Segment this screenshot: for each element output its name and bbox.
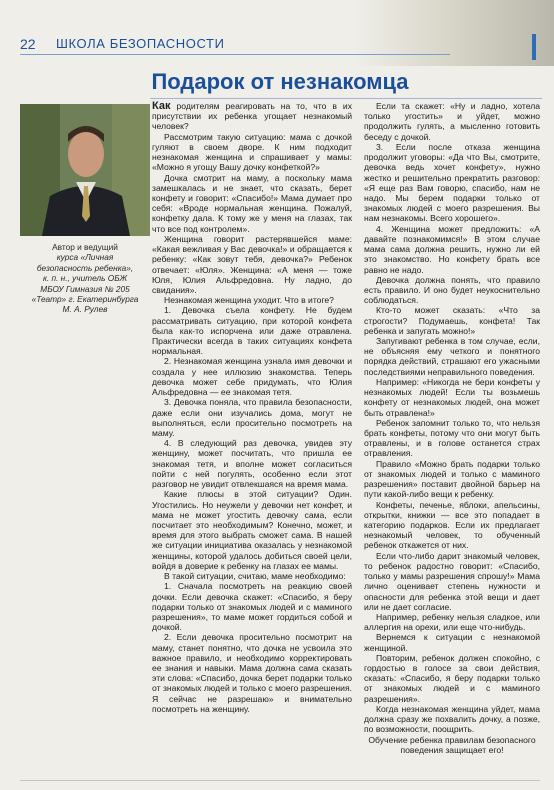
section-title: ШКОЛА БЕЗОПАСНОСТИ (56, 36, 225, 51)
paragraph-text: Женщина говорит растерявшейся маме: «Какая вежливая у Вас девочка!» и обращается к ребенку: «Как зовут тебя, девочка?» Ребенок отвечает: «Юля». Женщина: «А меня — тоже Юля, Юлия Альфредовна. Ну ладно, до свидания». (152, 233, 352, 295)
article-paragraph (152, 295, 352, 305)
paragraph-text: Правило «Можно брать подарки только от знакомых людей и только с маминого разрешения» поставит двойной барьер на пути какой-либо вещи к ребенку. (364, 458, 540, 500)
paragraph-text: 4. В следующий раз девочка, увидев эту женщину, может посчитать, что пришла ее знакомая тетя, и вполне может согласиться пойти с ней погулять, особенно если этот разговор не увидит отвлекшаяся на время мама. (152, 438, 352, 490)
paragraph-text: Обучение ребенка правилам безопасного поведения защищает его! (368, 734, 536, 755)
paragraph-text: Дочка смотрит на маму, а поскольку мама замешкалась и не знает, что сказать, берет конфету и говорит: «Спасибо!» Мама думает про себя: «Вроде нормальная женщина. Пожалуй, конфетку дала. К тому же у меня на глазах, так что все под контролем». (152, 172, 352, 234)
page-header (0, 0, 554, 66)
caption-line: безопасность ребенка», (36, 262, 134, 273)
paragraph-text: Ребенок запомнит только то, что нельзя брать конфеты, потому что они могут быть отравлены, и в голове останется страх отравления. (364, 417, 540, 459)
caption-line: к. п. н., учитель ОБЖ (42, 273, 128, 284)
page-number: 22 (20, 36, 36, 52)
paragraph-text: 3. Если после отказа женщина продолжит уговоры: «Да что Вы, смотрите, девочка ведь хочет конфету», нужно жестко и решительно прекратить разговор: «Я еще раз Вам говорю, спасибо, нам не надо. Мы берем подарки только от знакомых людей с моего разрешения. Вы нам незнакомы. Всего хорошего». (364, 141, 540, 224)
article-paragraph (364, 275, 540, 306)
paragraph-text: Рассмотрим такую ситуацию: мама с дочкой гуляют в своем дворе. К ним подходит незнакомая женщина и спрашивает у мамы: «Можно я угощу Вашу дочку конфеткой?» (152, 131, 352, 173)
paragraph-text: 3. Девочка поняла, что правила безопасности, даже если они изучались дома, могут не выполняться, если просительно посмотреть на маму. (152, 397, 352, 438)
paragraph-text: Девочка должна понять, что правило есть правило. И оно будет неукоснительно соблюдаться. (364, 274, 540, 306)
header-background-image (354, 0, 554, 66)
paragraph-text: В такой ситуации, считаю, маме необходимо: (164, 571, 346, 582)
paragraph-text: Если что-либо дарит знакомый человек, то ребенок радостно говорит: «Спасибо, только у мамы разрешения спрошу!» Мама лично оценивает степень нужности и опасности для ребенка этой вещи и дает или не дает согласие. (364, 550, 540, 612)
caption-line: Автор и ведущий (52, 242, 118, 252)
footer-divider (20, 780, 540, 781)
author-photo (20, 104, 150, 236)
article-paragraph (364, 735, 540, 755)
caption-line: М. А. Рулев (62, 304, 108, 315)
article-paragraph (364, 224, 540, 275)
article-paragraph (364, 612, 540, 632)
paragraph-text: 4. Женщина может предложить: «А давайте познакомимся!» В этом случае мама сама должна решить, нужно ли ей это знакомство. Но конфету брать все равно не надо. (364, 223, 540, 275)
article-paragraph (364, 632, 540, 652)
article-paragraph (364, 418, 540, 459)
article-paragraph (152, 397, 352, 438)
paragraph-text: Кто-то может сказать: «Что за строгости? Подумаешь, конфета! Так ребенка и запугать можно!» (364, 305, 540, 336)
article-paragraph (152, 234, 352, 295)
article-paragraph (364, 459, 540, 500)
article-paragraph (152, 132, 352, 173)
header-accent-bar (532, 34, 536, 60)
article-paragraph (364, 101, 540, 142)
paragraph-text: 1. Девочка съела конфету. Не будем рассматривать ситуацию, при которой конфета была как-то испорчена или даже отравлена. Практически всегда в таких ситуациях конфета нормальная. (152, 305, 352, 357)
paragraph-text: Незнакомая женщина уходит. Что в итоге? (164, 295, 334, 306)
article-paragraph (364, 500, 540, 551)
article-column-right (364, 101, 540, 755)
paragraph-text: Вернемся к ситуации с незнакомой женщиной. (364, 632, 540, 653)
paragraph-text: родителям реагировать на то, что в их присутствии их ребенка угощает незнакомый человек? (152, 101, 352, 132)
article-paragraph (152, 305, 352, 356)
article-paragraph (152, 173, 352, 234)
paragraph-text: 2. Незнакомая женщина узнала имя девочки и создала у нее иллюзию знакомства. Теперь девочка может себе придумать, что Юлия Альфредовна — ее знакомая тетя. (152, 356, 352, 398)
caption-line: курса «Личная (56, 252, 114, 263)
author-caption (20, 242, 150, 315)
article-paragraph (364, 704, 540, 735)
paragraph-text: Запугивают ребенка в том случае, если, не объясняя ему четкого и понятного порядка действий, страшают его ужасными последствиями неправильного поведения. (364, 336, 540, 377)
paragraph-text: Например: «Никогда не бери конфеты у незнакомых людей! Если ты возьмешь конфету от незнакомых людей, она может быть отравлена!» (364, 376, 540, 418)
paragraph-text: Когда незнакомая женщина уйдет, мама должна сразу же похвалить дочку, а позже, по возможности, поощрить. (364, 703, 540, 735)
paragraph-text: Какие плюсы в этой ситуации? Один. Угостились. Но неужели у девочки нет конфет, и мама не может угостить девочку сама, если посчитает это необходимым? Конечно, может, и время для этого выбрать сможет сама. В нашей же ситуации инициатива оказалась у незнакомой женщины, которой удалось добиться своей цели, войдя в доверие к ребенку на глазах ее мамы. (152, 489, 352, 571)
title-divider (150, 98, 542, 99)
paragraph-text: 1. Сначала посмотреть на реакцию своей дочки. Если девочка скажет: «Спасибо, я беру подарки только от знакомых людей и с маминого разрешения», то маме может гордиться собой и дочкой. (152, 581, 352, 633)
article-paragraph (152, 571, 352, 581)
caption-line: МБОУ Гимназия № 205 (40, 283, 130, 294)
author-portrait-image (20, 104, 150, 236)
article-title: Подарок от незнакомца (151, 69, 409, 94)
article-paragraph (364, 377, 540, 418)
paragraph-text: 2. Если девочка просительно посмотрит на маму, станет понятно, что дочка не усвоила это важное правило, и необходимо корректировать ее знания и навыки. Мама должна сама сказать эти слова: «Спасибо, дочка берет подарки только от знакомых людей и только с моего разрешения. Я сейчас не разрешаю» и внимательно посмотреть на женщину. (152, 632, 352, 714)
article-paragraph (364, 336, 540, 377)
paragraph-text: Повторим, ребенок должен спокойно, с гордостью в голосе за свои действия, сказать: «Спасибо, я беру подарки только от знакомых людей и с маминого разрешения». (364, 652, 540, 704)
header-divider (20, 54, 450, 55)
article-column-left (152, 101, 352, 714)
article-paragraph (152, 489, 352, 571)
article-paragraph (152, 356, 352, 397)
paragraph-text: Если та скажет: «Ну и ладно, хотела только угостить» и уйдет, можно продолжить гулять, а мысленно готовить беседу с дочкой. (364, 101, 540, 142)
paragraph-text: Конфеты, печенье, яблоки, апельсины, открытки, книжки — все это попадает в категорию подарков. Если их предлагает незнакомый человек, то обученный ребенок откажется от них. (364, 499, 540, 551)
article-paragraph (364, 142, 540, 224)
article-paragraph (152, 581, 352, 632)
paragraph-text: Например, ребенку нельзя сладкое, или аллергия на орехи, или еще что-нибудь. (364, 611, 540, 633)
article-paragraph (364, 305, 540, 336)
article-paragraph (152, 632, 352, 714)
article-paragraph (364, 551, 540, 612)
lead-word: Как (152, 100, 171, 112)
article-paragraph (152, 101, 352, 132)
caption-line: «Театр» г. Екатеринбурга (31, 294, 139, 305)
article-paragraph (152, 438, 352, 489)
article-paragraph (364, 653, 540, 704)
